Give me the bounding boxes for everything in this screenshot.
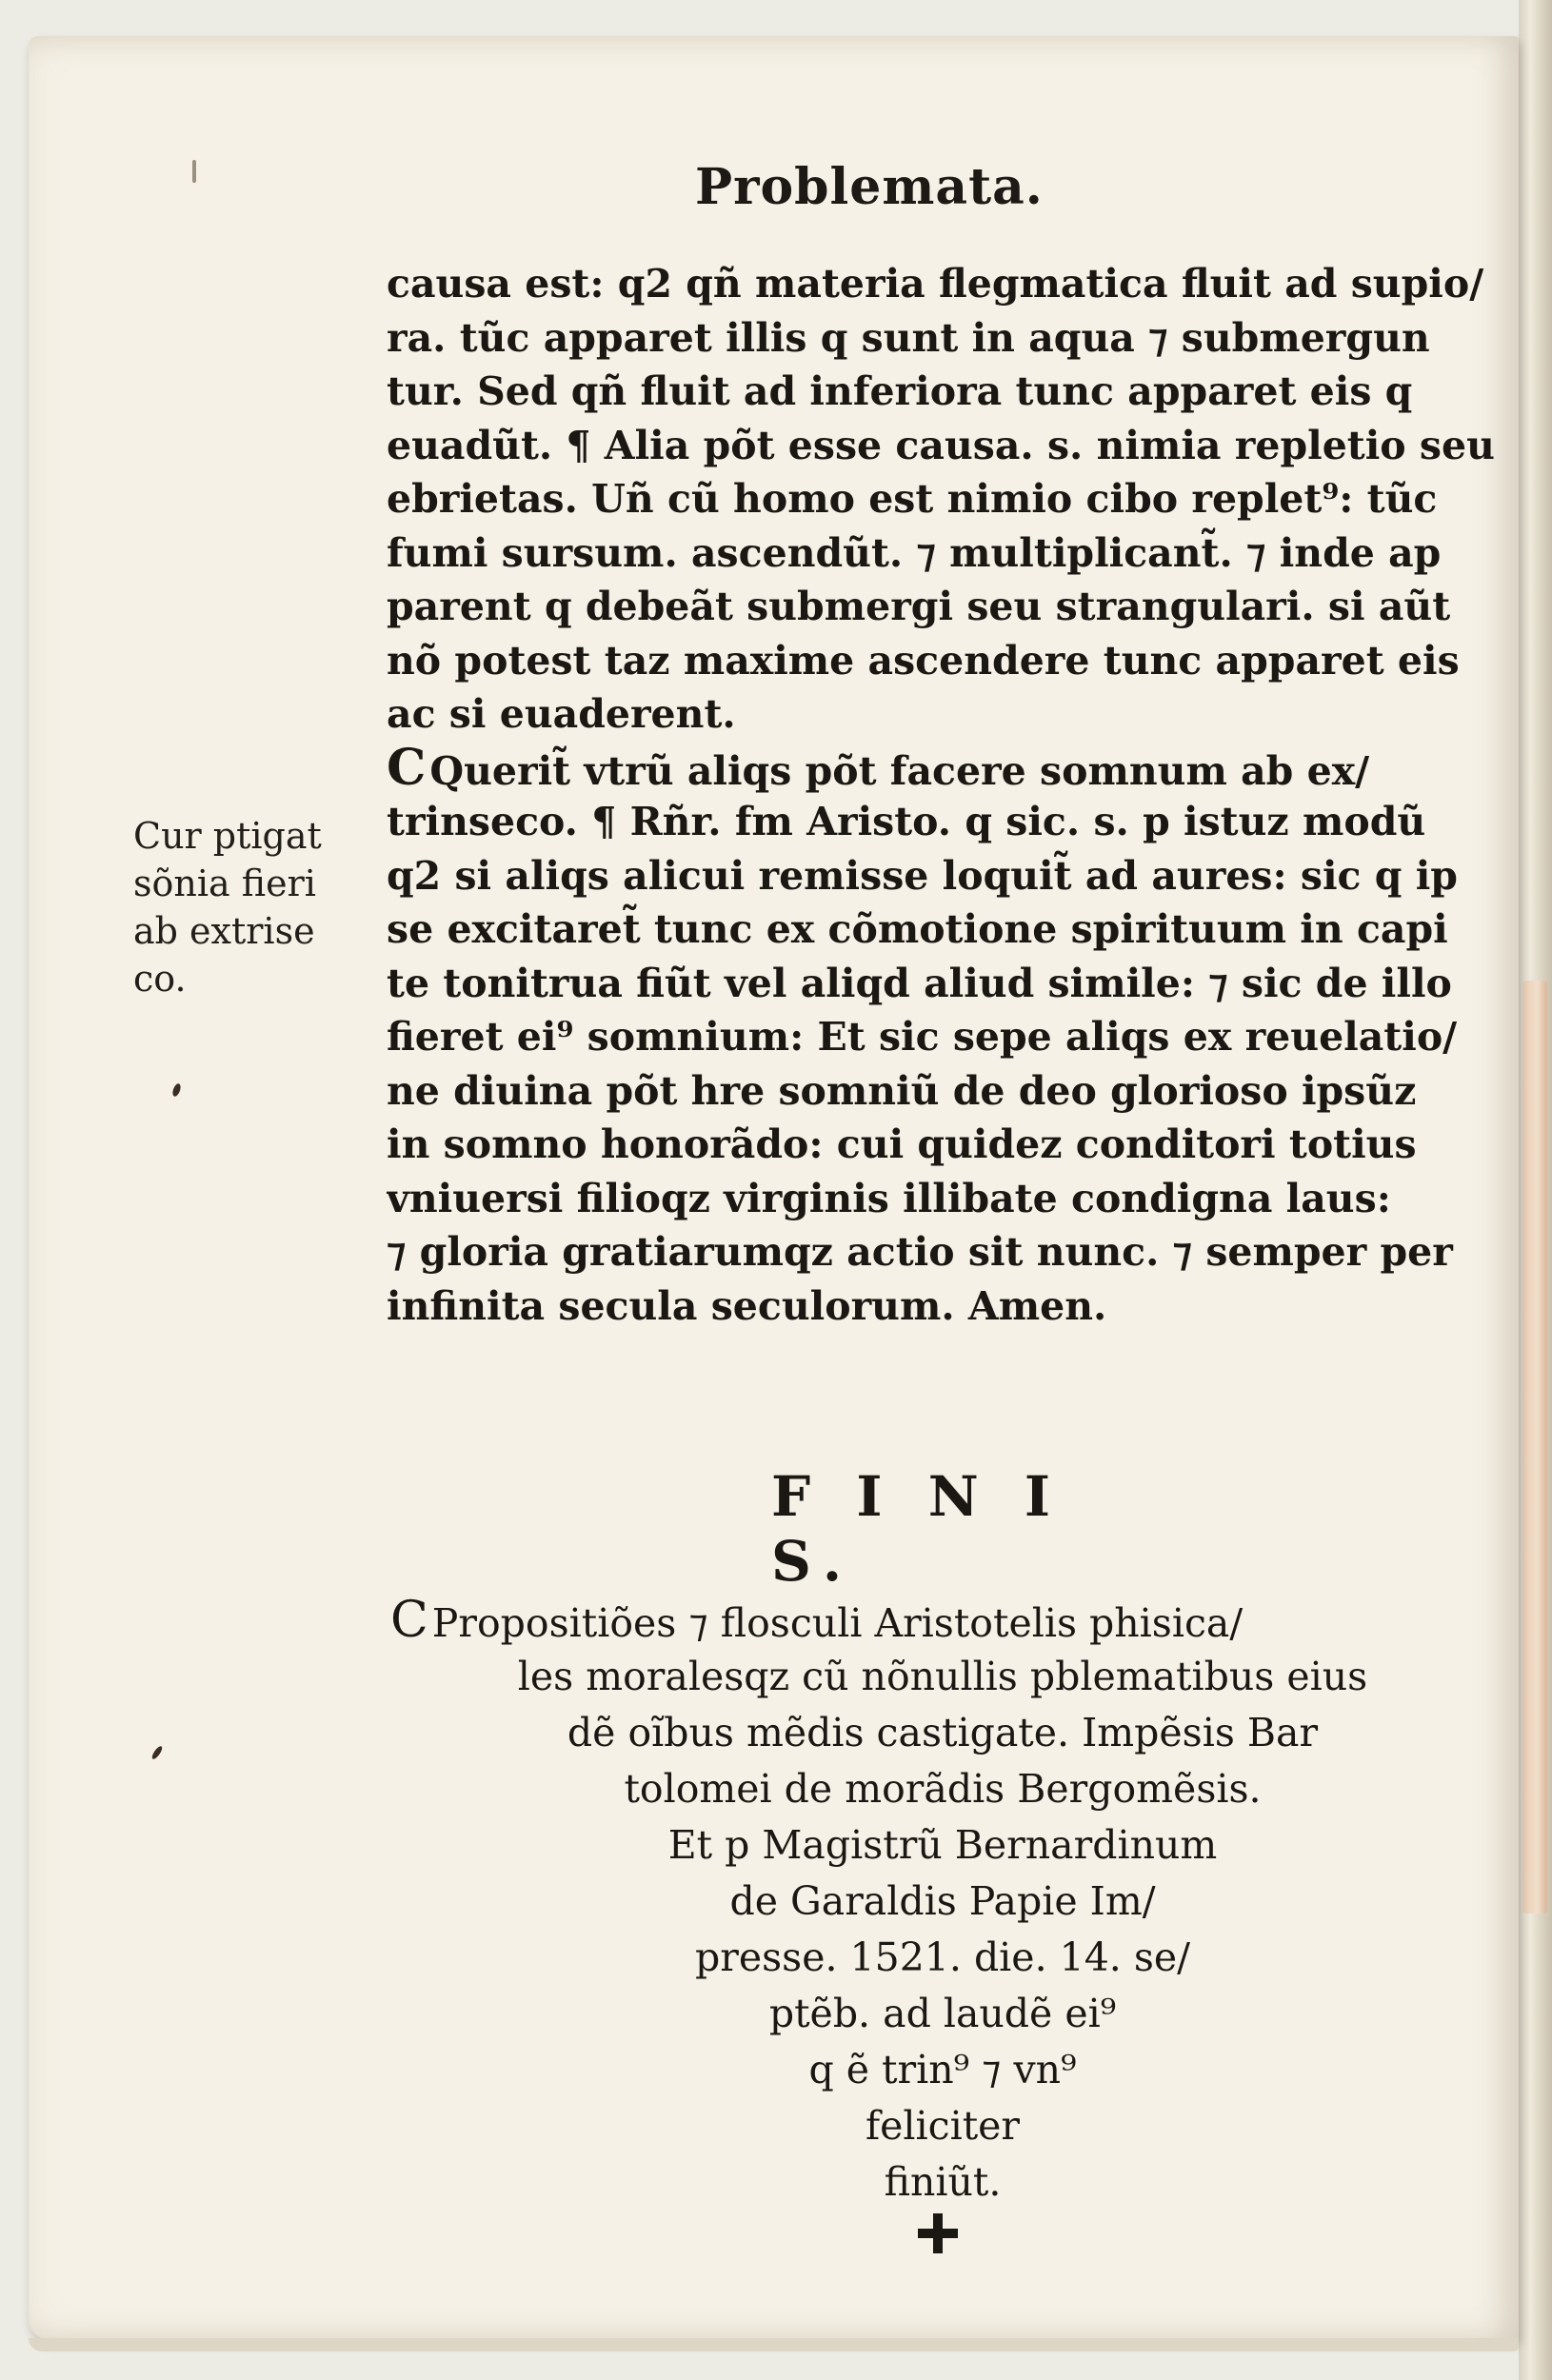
text-line	[387, 419, 1496, 473]
text-line-text: infinita secula seculorum. Amen.	[387, 1282, 1107, 1329]
colophon-line	[390, 1593, 1495, 1649]
colophon-line-text: Propositiões ⁊ flosculi Aristotelis phisica/	[431, 1600, 1244, 1646]
colophon-line	[390, 1874, 1495, 1930]
book-edge	[1519, 0, 1552, 2380]
pilcrow-icon: C	[387, 741, 427, 795]
text-line-text: q2 si aliqs alicui remisse loquit̃ ad aures: sic q ip	[387, 852, 1458, 899]
colophon-line-text: feliciter	[865, 2103, 1021, 2149]
ink-mark	[150, 1745, 164, 1761]
text-line-text: te tonitrua fiũt vel aliqd aliud simile: ⁊ sic de illo	[387, 960, 1452, 1006]
text-line	[387, 634, 1496, 688]
marginal-note-line	[133, 907, 352, 955]
text-line	[387, 742, 1496, 796]
text-line	[387, 365, 1496, 419]
finis: F I N I S.	[771, 1464, 1065, 1594]
text-line-text: ac si euaderent.	[387, 691, 736, 737]
text-line	[387, 902, 1496, 957]
text-line	[387, 1279, 1496, 1334]
colophon-line	[390, 1986, 1495, 2042]
text-line-text: causa est: q2 qñ materia flegmatica fluit ad supio/	[387, 261, 1484, 307]
marginal-note-line-text: ab extrise	[133, 910, 315, 952]
text-line-text: ne diuina põt hre somniũ de deo glorioso ipsũz	[387, 1067, 1417, 1114]
text-line-text: vniuersi filioqz virginis illibate condigna laus:	[387, 1175, 1391, 1221]
text-line-text: ra. tũc apparet illis q sunt in aqua ⁊ submergun	[387, 314, 1430, 361]
text-line	[387, 311, 1496, 366]
text-line	[387, 1064, 1496, 1119]
colophon-line-text: finiũt.	[884, 2159, 1002, 2205]
text-line	[387, 1118, 1496, 1172]
text-line	[387, 849, 1496, 903]
colophon-line-text: tolomei de morãdis Bergomẽsis.	[624, 1766, 1262, 1812]
marginal-note-line	[133, 812, 352, 860]
text-line-text: ⁊ gloria gratiarumqz actio sit nunc. ⁊ semper per	[387, 1229, 1453, 1275]
text-line	[387, 1225, 1496, 1279]
colophon-line-text: les moralesqz cũ nõnullis pblematibus eius	[517, 1654, 1368, 1699]
text-line	[387, 687, 1496, 742]
marginal-note-line-text: Cur ptigat	[133, 815, 322, 857]
colophon-line	[390, 1705, 1495, 1761]
text-line-text: tur. Sed qñ fluit ad inferiora tunc apparet eis q	[387, 368, 1413, 414]
text-line-text: trinseco. ¶ Rñr. fm Aristo. q sic. s. p istuz modũ	[387, 799, 1426, 844]
text-line	[387, 957, 1496, 1011]
marginal-note	[133, 812, 352, 1002]
text-line	[387, 580, 1496, 634]
text-line	[387, 472, 1496, 526]
body-text	[387, 257, 1496, 1333]
marginal-note-line-text: co.	[133, 958, 187, 1000]
colophon-line-text: q ẽ trin⁹ ⁊ vn⁹	[808, 2047, 1077, 2092]
text-line	[387, 257, 1496, 311]
text-line	[387, 1172, 1496, 1226]
colophon-line	[390, 2042, 1495, 2098]
page-edge-tab	[1522, 981, 1547, 1914]
ink-mark	[192, 160, 196, 183]
colophon-line	[390, 2098, 1495, 2154]
text-line-text: nõ potest taz maxime ascendere tunc apparet eis	[387, 637, 1460, 684]
colophon-line-text: ptẽb. ad laudẽ ei⁹	[768, 1991, 1117, 2036]
text-line-text: euadũt. ¶ Alia põt esse causa. s. nimia repletio seu	[387, 422, 1495, 468]
colophon-line-text: Et p Magistrũ Bernardinum	[667, 1822, 1218, 1868]
text-line-text: in somno honorãdo: cui quidez conditori totius	[387, 1121, 1417, 1167]
colophon-line	[390, 1761, 1495, 1817]
running-head: Problemata.	[695, 158, 1044, 216]
text-line	[387, 1010, 1496, 1064]
ink-mark	[171, 1082, 182, 1098]
marginal-note-line-text: sõnia fieri	[133, 863, 316, 904]
colophon-line-text: de Garaldis Papie Im/	[729, 1878, 1156, 1924]
text-line-text: parent q debeãt submergi seu strangulari. si aũt	[387, 584, 1451, 629]
marginal-note-line	[133, 955, 352, 1002]
colophon	[390, 1593, 1495, 2211]
cross-ornament-icon	[914, 2210, 962, 2257]
text-line-text: Querit̃ vtrũ aliqs põt facere somnum ab ex/	[429, 747, 1370, 794]
colophon-line	[390, 1649, 1495, 1705]
text-line-text: fumi sursum. ascendũt. ⁊ multiplicant̃. ⁊ inde ap	[387, 529, 1442, 576]
colophon-line-text: presse. 1521. die. 14. se/	[695, 1934, 1190, 1980]
text-line	[387, 526, 1496, 581]
text-line-text: ebrietas. Uñ cũ homo est nimio cibo replet⁹: tũc	[387, 476, 1438, 522]
colophon-line	[390, 1930, 1495, 1986]
book-page	[29, 36, 1519, 2340]
colophon-line-text: dẽ oĩbus mẽdis castigate. Impẽsis Bar	[567, 1710, 1319, 1755]
pilcrow-icon: C	[390, 1592, 428, 1649]
text-line-text: fieret ei⁹ somnium: Et sic sepe aliqs ex reuelatio/	[387, 1014, 1458, 1060]
text-line	[387, 795, 1496, 849]
marginal-note-line	[133, 860, 352, 907]
colophon-line	[390, 1817, 1495, 1874]
text-line-text: se excitaret̃ tunc ex cõmotione spirituum in capi	[387, 906, 1448, 952]
colophon-line	[390, 2154, 1495, 2211]
